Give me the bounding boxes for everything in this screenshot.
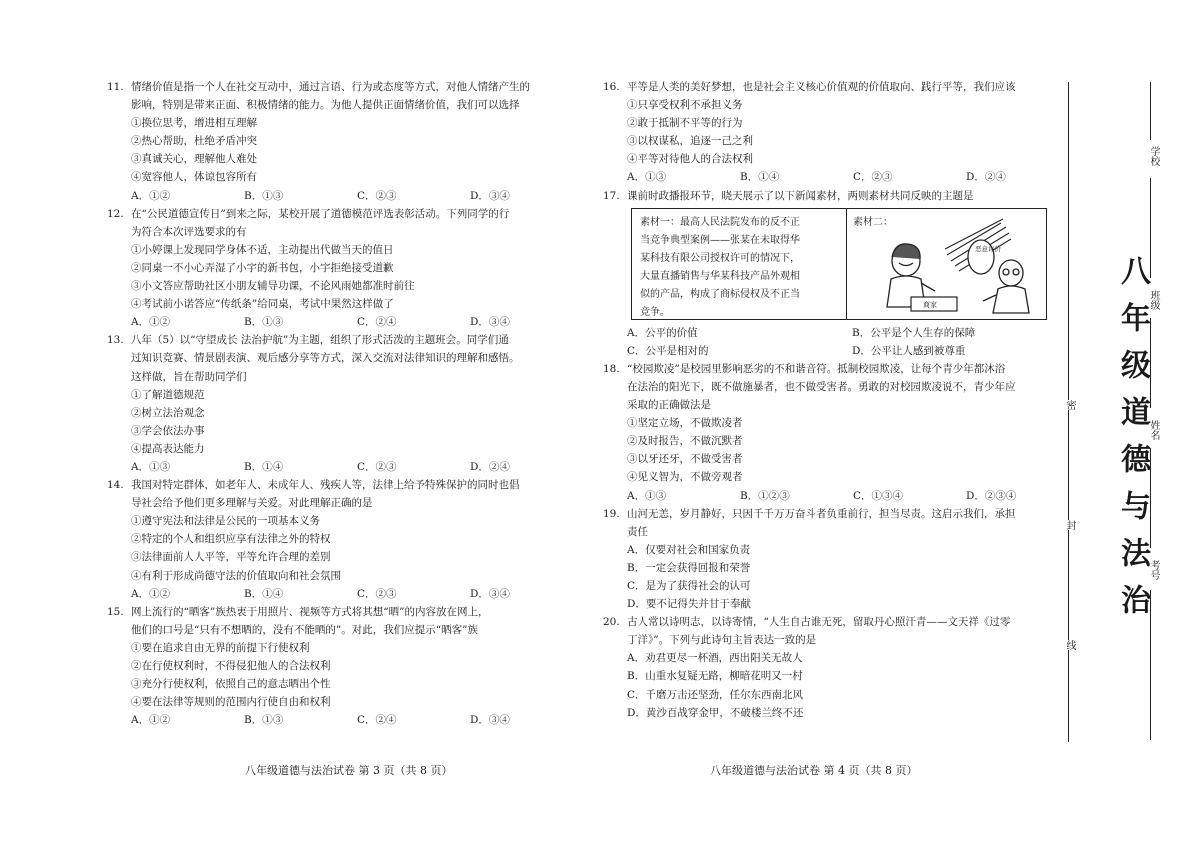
question-11	[107, 78, 545, 205]
material-line: 大量直播销售与华某科技产品外观相	[640, 270, 800, 282]
question-stem-line: 采取的正确做法是	[627, 399, 711, 412]
fold-mark-seal: 密	[1064, 400, 1075, 410]
question-stem-line: “校园欺凌”是校园里影响恶劣的不和谐音符。抵制校园欺凌，让每个青少年都沐浴	[627, 362, 1006, 375]
answer-options	[627, 168, 1041, 186]
choice-d: D．要不记得失并甘于奉献	[627, 598, 751, 611]
answer-options	[627, 342, 1041, 360]
option-c: C．②④	[357, 714, 397, 727]
page-footer-left: 八年级道德与法治试卷 第 3 页（共 8 页）	[245, 764, 453, 777]
question-20	[603, 613, 1041, 722]
question-15	[107, 603, 545, 730]
answer-options	[627, 487, 1041, 505]
question-14	[107, 476, 545, 603]
shop-sign-text: 商家	[923, 300, 937, 309]
question-stem-line: 古人常以诗明志，以诗寄情，“人生自古谁无死，留取丹心照汗青——文天祥《过零	[627, 616, 1011, 629]
page-footer-right: 八年级道德与法治试卷 第 4 页（共 8 页）	[710, 764, 918, 777]
option-b: B．①③	[244, 316, 284, 329]
question-16	[603, 78, 1041, 187]
statement-item: ①遵守宪法和法律是公民的一项基本义务	[131, 515, 320, 528]
question-stem-line: 他们的口号是“只有不想晒的，没有不能晒的”。对此，我们应提示“晒客”族	[131, 623, 478, 636]
question-stem-line: 责任	[627, 525, 648, 538]
material-line: 似的产品，构成了商标侵权及不正当	[640, 288, 800, 300]
option-a: A．①③	[627, 489, 667, 502]
option-c: C．①③④	[853, 489, 904, 502]
option-b: B．①②③	[740, 489, 790, 502]
name-blank	[1150, 448, 1151, 548]
question-stem-line: 山河无恙，岁月静好，只因千千万万奋斗者负重前行，担当尽责。这启示我们，承担	[627, 507, 1016, 520]
option-a: A．①②	[131, 714, 171, 727]
answer-options	[131, 187, 545, 205]
option-b: B．①④	[244, 587, 284, 600]
option-d: D．②④	[470, 460, 510, 473]
fold-mark-line: 线	[1064, 640, 1075, 650]
question-number: 13.	[107, 334, 124, 347]
question-stem-line: 我国对特定群体，如老年人、未成年人、残疾人等，法律上给予特殊保护的同时也倡	[131, 479, 520, 492]
question-number: 16.	[603, 81, 620, 93]
school-blank-lower	[1150, 178, 1151, 278]
question-number: 18.	[603, 362, 620, 375]
option-a: A．①③	[627, 171, 667, 184]
option-b: B．公平是个人生存的保障	[852, 326, 976, 339]
statement-item: ③充分行使权利，依照自己的意志晒出个性	[131, 678, 331, 691]
question-17	[603, 187, 1041, 360]
question-stem-line: 过知识竞赛、情景剧表演、观后感分享等方式，深入交流对法律知识的理解和感悟。	[131, 352, 520, 365]
question-number: 11.	[107, 81, 124, 93]
question-number: 12.	[107, 207, 124, 220]
option-c: C．②③	[357, 587, 397, 600]
material-line: 竞争。	[640, 306, 670, 318]
question-number: 14.	[107, 479, 124, 492]
question-18	[603, 360, 1041, 505]
option-d: D．③④	[470, 587, 510, 600]
question-number: 17.	[603, 189, 620, 202]
question-stem-line: 八年（5）以“守望成长 法治护航”为主题，组织了形式活泼的主题班会。同学们通	[131, 334, 509, 347]
question-number: 20.	[603, 616, 620, 629]
statement-item: ①了解道德规范	[131, 388, 205, 401]
option-d: D．②③④	[966, 489, 1017, 502]
choice-d: D．黄沙百战穿金甲，不破楼兰终不还	[627, 706, 804, 719]
option-b: B．①③	[244, 189, 284, 202]
option-c: C．公平是相对的	[627, 344, 709, 357]
material-two-cartoon	[851, 209, 1045, 319]
news-material-box	[631, 208, 1047, 320]
choice-c: C．是为了获得社会的认可	[627, 579, 751, 592]
statement-item: ②热心帮助，杜绝矛盾冲突	[131, 135, 257, 148]
choice-a: A．劝君更尽一杯酒，西出阳关无故人	[627, 652, 803, 665]
left-column	[107, 78, 545, 729]
statement-item: ④宽容他人，体谅包容所有	[131, 171, 257, 184]
question-19	[603, 505, 1041, 614]
choice-b: B．山重水复疑无路，柳暗花明又一村	[627, 670, 803, 683]
material-line: 某科技有限公司授权许可的情况下，	[640, 252, 800, 264]
question-stem-line: 网上流行的“晒客”族热衷于用照片、视频等方式将其想“晒”的内容放在网上，	[131, 605, 489, 618]
question-number: 15.	[107, 605, 124, 618]
answer-options	[131, 313, 545, 331]
school-blank	[1150, 82, 1151, 140]
exam-title-vertical: 八年级道德与法治	[1115, 255, 1150, 631]
option-c: C．②③	[853, 171, 893, 184]
option-d: D．③④	[470, 316, 510, 329]
option-d: D．②④	[966, 171, 1006, 184]
question-stem-line: 课前时政播报环节，晓天展示了以下新闻素材，两则素材共同反映的主题是	[627, 189, 974, 202]
question-12	[107, 205, 545, 332]
question-stem-line: 在“公民道德宣传日”到来之际，某校开展了道德模范评选表彰活动。下列同学的行	[131, 207, 510, 220]
statement-item: ④平等对待他人的合法权利	[627, 153, 753, 166]
question-stem-line: 情绪价值是指一个人在社交互动中，通过言语、行为或态度等方式，对他人情绪产生的	[131, 81, 530, 93]
answer-options	[131, 711, 545, 729]
option-a: A．公平的价值	[627, 326, 698, 339]
material-divider	[846, 209, 847, 319]
statement-item: ①换位思考，增进相互理解	[131, 117, 257, 130]
option-b: B．①④	[244, 460, 284, 473]
class-blank	[1150, 318, 1151, 408]
statement-item: ①只享受权利不承担义务	[627, 99, 743, 112]
name-label: 姓名	[1148, 420, 1159, 440]
choice-b: B．一定会获得回报和荣誉	[627, 561, 751, 574]
choice-a: A．仅要对社会和国家负责	[627, 543, 751, 556]
statement-item: ①要在追求自由无界的前提下行使权利	[131, 641, 310, 654]
answer-options	[627, 324, 1041, 342]
statement-item: ①坚定立场，不做欺凌者	[627, 417, 743, 430]
statement-item: ②树立法治观念	[131, 406, 205, 419]
option-a: A．①③	[131, 460, 171, 473]
statement-item: ②及时报告，不做沉默者	[627, 435, 743, 448]
statement-item: ④提高表达能力	[131, 442, 205, 455]
question-stem-line: 丁洋》”。下列与此诗句主旨表达一致的是	[627, 634, 817, 647]
option-b: B．①④	[740, 171, 780, 184]
statement-item: ④见义智为，不做旁观者	[627, 471, 743, 484]
option-b: B．①③	[244, 714, 284, 727]
statement-item: ③真诚关心，理解他人难处	[131, 153, 257, 166]
scroll-text: 恶意评价	[975, 244, 1001, 253]
statement-item: ②特定的个人和组织应享有法律之外的特权	[131, 533, 331, 546]
school-label: 学校	[1148, 146, 1159, 166]
answer-options	[131, 585, 545, 603]
material-line: 素材一：最高人民法院发布的反不正	[640, 216, 800, 228]
choice-c: C．千磨万击还坚劲，任尔东西南北风	[627, 688, 804, 701]
material-one-text	[640, 214, 840, 322]
option-d: D．公平让人感到被尊重	[852, 344, 966, 357]
option-d: D．③④	[470, 189, 510, 202]
exam-number-blank	[1150, 590, 1151, 740]
question-stem-line: 导社会给予他们更多理解与关爱。对此理解正确的是	[131, 497, 373, 510]
question-stem-line: 平等是人类的美好梦想，也是社会主义核心价值观的价值取向、践行平等，我们应该	[627, 81, 1016, 93]
statement-item: ③小文答应帮助社区小朋友辅导功课，不论风雨她都准时前往	[131, 280, 415, 293]
statement-item: ②敢于抵制不平等的行为	[627, 117, 743, 130]
option-a: A．①②	[131, 316, 171, 329]
fold-mark-fold: 封	[1064, 520, 1075, 530]
answer-options	[131, 458, 545, 476]
option-a: A．①②	[131, 189, 171, 202]
statement-item: ②同桌一不小心弄湿了小宇的新书包，小宇拒绝接受道歉	[131, 261, 394, 274]
statement-item: ③学会依法办事	[131, 424, 205, 437]
question-stem-line: 在法治的阳光下，既不做施暴者，也不做受害者。勇敢的对校园欺凌说不，青少年应	[627, 380, 1016, 393]
statement-item: ④要在法律等规则的范围内行使自由和权利	[131, 696, 331, 709]
question-stem-line: 影响，特别是带来正面、积极情绪的能力。为他人提供正面情绪价值，我们可以选择	[131, 99, 520, 112]
question-stem-line: 这样做，旨在帮助同学们	[131, 370, 247, 383]
statement-item: ②在行使权利时，不得侵犯他人的合法权利	[131, 660, 331, 672]
option-c: C．②③	[357, 189, 397, 202]
option-d: D．③④	[470, 714, 510, 727]
statement-item: ④有利于形成尚德守法的价值取向和社会氛围	[131, 569, 341, 582]
material-line: 当竞争典型案例——张某在未取得华	[640, 234, 800, 246]
option-a: A．①②	[131, 587, 171, 600]
question-number: 19.	[603, 507, 620, 520]
option-c: C．②③	[357, 460, 397, 473]
question-stem-line: 为符合本次评选要求的有	[131, 225, 247, 238]
statement-item: ④考试前小诺答应“传纸条”给同桌，考试中果然这样做了	[131, 298, 394, 311]
question-13	[107, 331, 545, 476]
exam-number-label: 考号	[1148, 560, 1159, 580]
option-c: C．②④	[357, 316, 397, 329]
material-two-label: 素材二：	[853, 216, 893, 228]
statement-item: ③以权谋私，追逐一己之利	[627, 135, 753, 148]
statement-item: ①小婷课上发现同学身体不适，主动提出代做当天的值日	[131, 243, 394, 256]
statement-item: ③以牙还牙，不做受害者	[627, 453, 743, 466]
right-column	[603, 78, 1041, 722]
comment-scroll	[968, 240, 1002, 274]
class-label: 班级	[1148, 290, 1159, 310]
statement-item: ③法律面前人人平等，平等允许合理的差别	[131, 551, 331, 564]
